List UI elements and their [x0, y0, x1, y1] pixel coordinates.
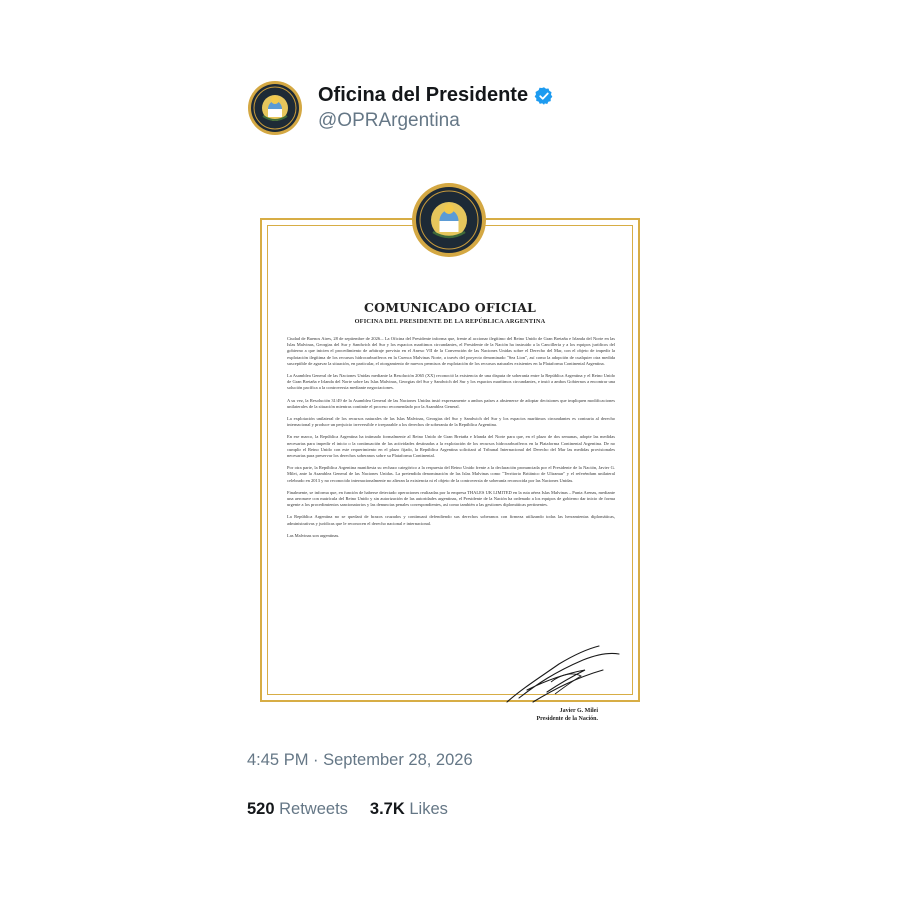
attached-document-image[interactable] — [260, 182, 640, 722]
likes-count: 3.7K — [369, 800, 405, 818]
retweets-label: Retweets — [279, 800, 348, 818]
retweets-count: 520 — [247, 800, 275, 818]
avatar[interactable] — [247, 80, 303, 136]
retweets-stat[interactable] — [247, 800, 348, 819]
signer-block — [536, 707, 598, 723]
likes-label: Likes — [409, 800, 448, 818]
display-name[interactable] — [318, 84, 554, 107]
document-paragraph: La Asamblea General de las Naciones Unidas mediante la Resolución 2065 (XX) reconoció la existencia de una disputa de soberanía entre la República Argentina y el Reino Unido de Gran Bretaña e Irlanda del Norte sobre las Islas Malvinas, Georgias del Sur y Sandwich del Sur y los espacios marítimos circundantes, e instó a ambos Gobiernos a encontrar una solución pacífica a la controversia mediante negociaciones. — [287, 373, 615, 391]
signer-name: Javier G. Milei — [559, 708, 598, 714]
tweet-timestamp[interactable]: 4:45 PM · September 28, 2026 — [247, 751, 473, 769]
document-paragraph: A su vez, la Resolución 31/49 de la Asamblea General de las Naciones Unidas instó expresamente a ambos países a abstenerse de adoptar decisiones que impliquen modificaciones unilaterales de la situación mientras continúe el proceso recomendado por la Asamblea General. — [287, 397, 615, 409]
document-paragraph: La República Argentina no se quedará de brazos cruzados y continuará defendiendo sus derechos soberanos con firmeza utilizando todas las herramientas diplomáticas, administrativas y jurídicas que le reconocen el derecho nacional e internacional. — [287, 514, 615, 526]
signature — [503, 644, 623, 706]
tweet-stats — [247, 800, 448, 819]
document-paragraph: Finalmente, se informa que, en función de haberse detectado operaciones realizadas por la empresa THALES UK LIMITED en la ruta aérea Islas Malvinas – Punta Arenas, mediante una aeronave con matrícula del Reino Unido y sin autorización de las autoridades argentinas, el Presidente de la Nación ha ordenado a los equipos de gobierno dar inicio de forma urgente a los procedimientos sancionatorios y las denuncias penales correspondientes, así como también a las gestiones diplomáticas pertinentes. — [287, 489, 615, 508]
document-paragraph: Ciudad de Buenos Aires, 28 de septiembre de 2026.– La Oficina del Presidente informa que, frente al accionar ilegítimo del Reino Unido de Gran Bretaña e Irlanda del Norte en las Islas Malvinas, Georgias del Sur y Sandwich del Sur y los espacios marítimos circundantes, el Presidente de la Nación ha instruido a la Cancillería y a los equipos jurídicos del gobierno a que inicien el procedimiento de arbitraje previsto en el Anexo VII de la Convención de las Naciones Unidas sobre el Derecho del Mar, con el objeto de impedir la explotación ilegítima de los recursos hidrocarburíferos en la Cuenca Malvinas Norte, a través del proyecto denominado "Sea Lion", así como la adopción de cualquier otra medida susceptible de agravar la situación, en particular, el otorgamiento de nuevos permisos de explotación de los recursos naturales existentes en la Plataforma Continental Argentina. — [287, 336, 615, 366]
likes-stat[interactable] — [370, 800, 448, 819]
user-handle[interactable]: @OPRArgentina — [318, 110, 460, 131]
presidential-seal-icon — [411, 182, 487, 258]
display-name-text: Oficina del Presidente — [318, 84, 529, 106]
document-paragraph: La explotación unilateral de los recursos naturales de las Islas Malvinas, Georgias del Sur y Sandwich del Sur y los espacios marítimos circundantes es contraria al derecho internacional y produce un perjuicio irreversible e irreparable a los derechos de soberanía de la República Argentina. — [287, 416, 615, 428]
document-paragraph: Por otra parte, la República Argentina manifiesta su rechazo categórico a la respuesta del Reino Unido frente a la declaración pronunciada por el Presidente de la Nación, Javier G. Milei, ante la Asamblea General de las Naciones Unidas. La pretendida denominación de las Islas Malvinas como "Territorio Británico de Ultramar" y el referéndum unilateral celebrado en 2013 y no reconocido internacionalmente no alteran la existencia ni el objeto de la controversia de soberanía reconocida por las Naciones Unidas. — [287, 465, 615, 483]
document-paragraph: Las Malvinas son argentinas. — [287, 532, 340, 538]
document-subtitle: OFICINA DEL PRESIDENTE DE LA REPÚBLICA ARGENTINA — [354, 318, 546, 325]
verified-badge-icon — [534, 86, 554, 106]
document-title: COMUNICADO OFICIAL — [363, 300, 537, 315]
document-page — [260, 218, 640, 722]
document-body — [287, 336, 615, 545]
signer-title: Presidente de la Nación. — [536, 716, 598, 722]
document-paragraph: En ese marco, la República Argentina ha intimado formalmente al Reino Unido de Gran Bretaña e Irlanda del Norte para que, en el plazo de dos semanas, adopte las medidas necesarias para impedir el inicio o la continuación de las actividades destinadas a la explotación de los recursos hidrocarburíferos en la Plataforma Continental Argentina. De no cumplir el Reino Unido con este requerimiento en el plazo fijado, la República Argentina solicitará al Tribunal Internacional del Derecho del Mar las medidas provisionales necesarias para preservar los derechos soberanos sobre su Plataforma Continental. — [287, 434, 615, 459]
